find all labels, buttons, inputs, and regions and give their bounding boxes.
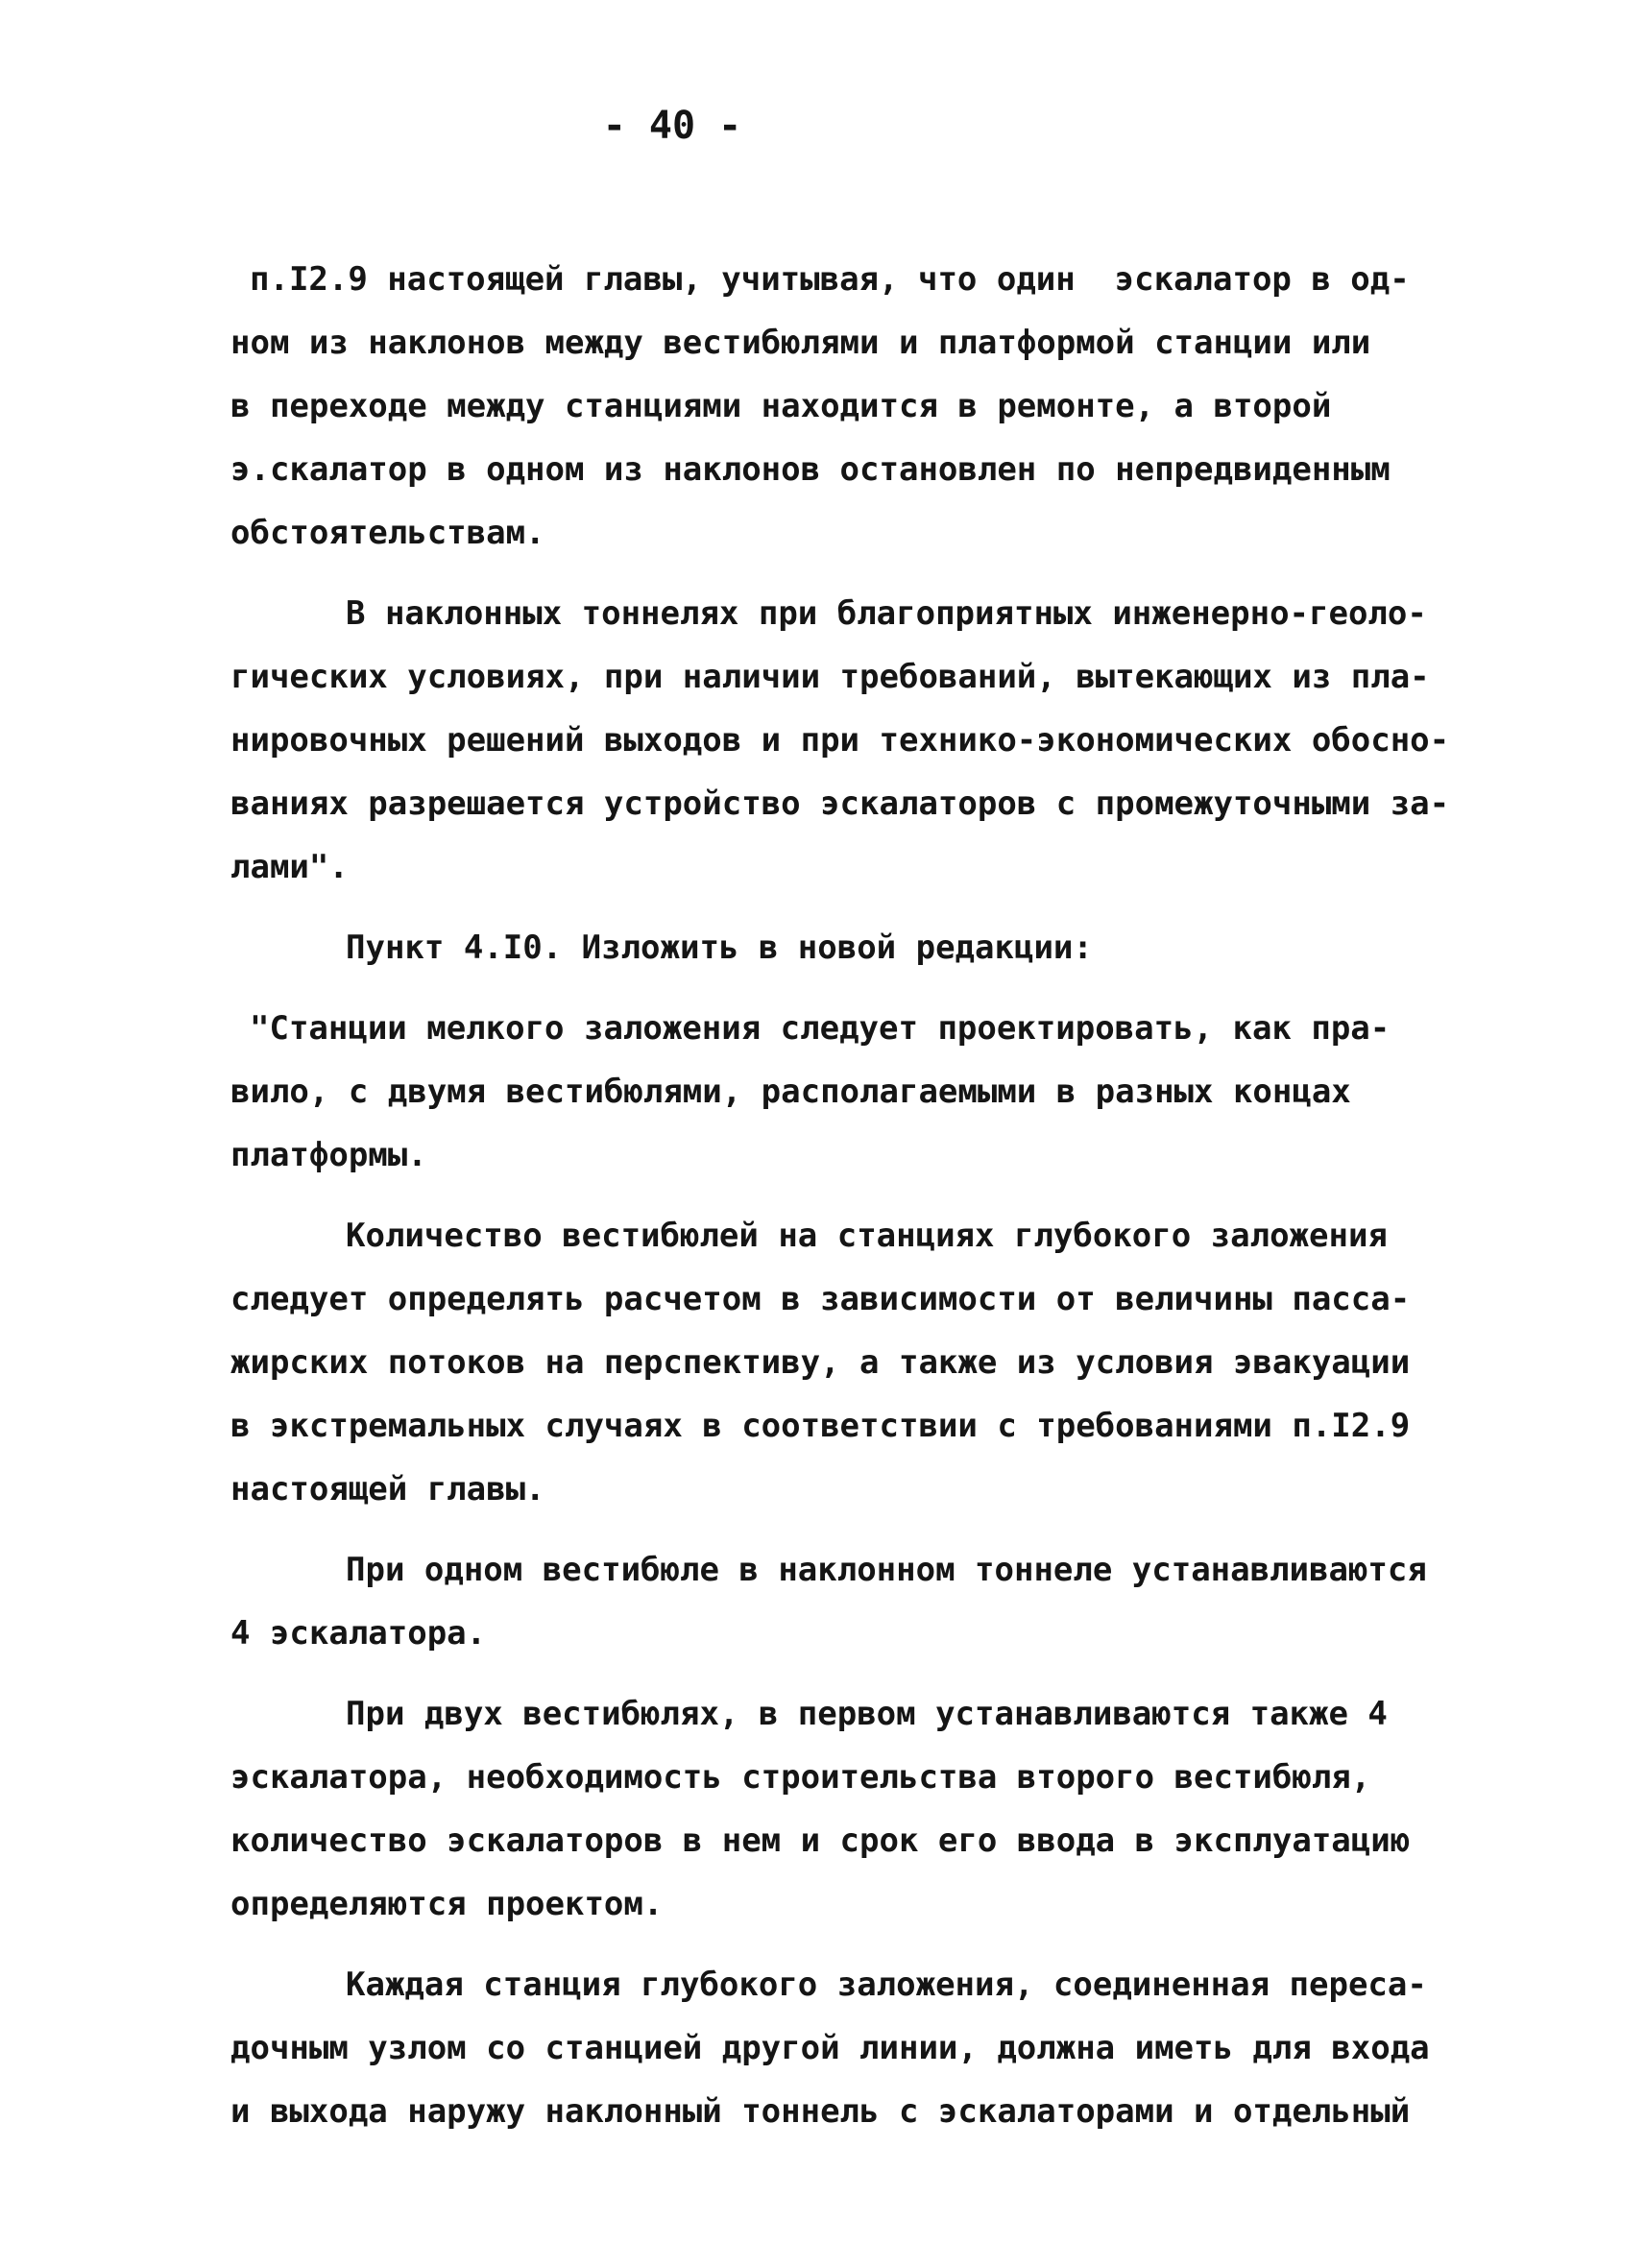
text-line: 4 эскалатора. — [230, 1614, 487, 1653]
text-line: лами". — [230, 848, 349, 886]
body-text — [230, 248, 1460, 2143]
text-line: При двух вестибюлях, в первом устанавливаются также 4 — [346, 1695, 1388, 1733]
text-line: В наклонных тоннелях при благоприятных инженерно-геоло- — [346, 594, 1427, 633]
text-line: настоящей главы. — [230, 1470, 545, 1508]
text-line: э.скалатор в одном из наклонов остановлен по непредвиденным — [230, 450, 1391, 489]
text-line: количество эскалаторов в нем и срок его ввода в эксплуатацию — [230, 1822, 1411, 1860]
text-line: и выхода наружу наклонный тоннель с эскалаторами и отдельный — [230, 2092, 1411, 2131]
text-line: обстоятельствам. — [230, 514, 545, 552]
text-line: Пункт 4.I0. Изложить в новой редакции: — [346, 929, 1093, 967]
text-line: ваниях разрешается устройство эскалаторов с промежуточными за- — [230, 784, 1450, 823]
text-line: в переходе между станциями находится в ремонте, а второй — [230, 387, 1332, 425]
text-line: При одном вестибюле в наклонном тоннеле устанавливаются — [346, 1551, 1427, 1589]
text-line: в экстремальных случаях в соответствии с требованиями п.I2.9 — [230, 1407, 1411, 1445]
text-line: "Станции мелкого заложения следует проектировать, как пра- — [250, 1009, 1391, 1048]
text-line: Количество вестибюлей на станциях глубокого заложения — [346, 1217, 1388, 1255]
page-number: - 40 - — [602, 104, 742, 148]
text-line: Каждая станция глубокого заложения, соединенная переса- — [346, 1966, 1427, 2004]
text-line: жирских потоков на перспективу, а также из условия эвакуации — [230, 1343, 1411, 1382]
text-line: вило, с двумя вестибюлями, располагаемыми в разных концах — [230, 1073, 1351, 1111]
text-line: платформы. — [230, 1136, 427, 1174]
text-line: определяются проектом. — [230, 1885, 664, 1923]
text-line: п.I2.9 настоящей главы, учитывая, что один эскалатор в од- — [250, 260, 1410, 299]
text-line: гических условиях, при наличии требований, вытекающих из пла- — [230, 658, 1430, 696]
text-line: дочным узлом со станцией другой линии, должна иметь для входа — [230, 2029, 1430, 2067]
text-line: ном из наклонов между вестибюлями и платформой станции или — [230, 324, 1371, 362]
text-line: эскалатора, необходимость строительства второго вестибюля, — [230, 1758, 1371, 1797]
text-line: нировочных решений выходов и при технико-экономических обосно- — [230, 721, 1450, 760]
text-line: следует определять расчетом в зависимости от величины пасса- — [230, 1280, 1411, 1318]
